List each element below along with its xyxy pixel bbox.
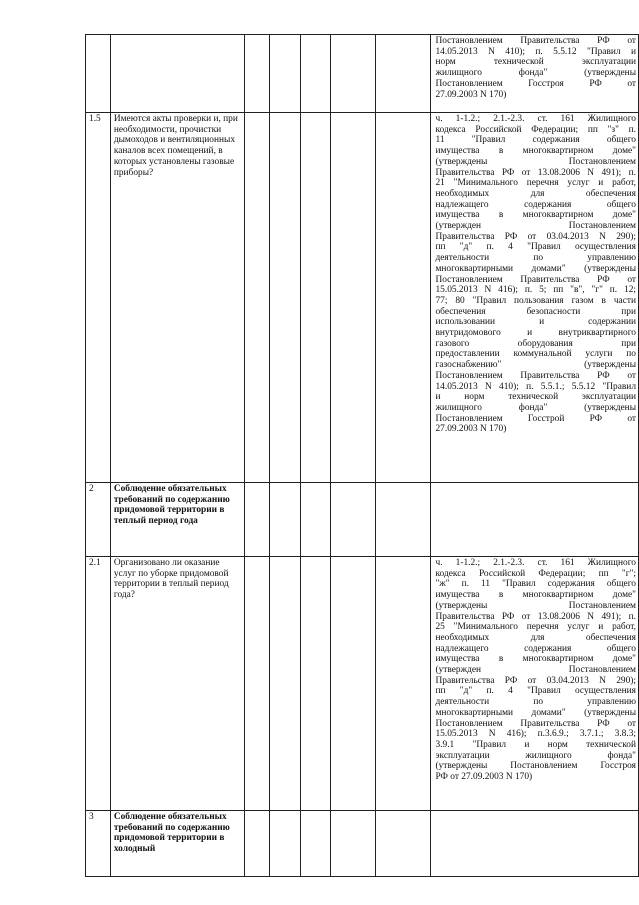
legal-reference-line: надлежащего содержания общего xyxy=(435,199,636,210)
legal-reference-line: 15.05.2013 N 416); п.3.6.9.; 3.7.1.; 3.8.3; xyxy=(435,729,636,740)
empty-cell xyxy=(331,557,376,811)
legal-reference-line: ч. 1-1.2.; 2.1.-2.3. ст. 161 Жилищного xyxy=(435,114,636,124)
empty-cell xyxy=(270,483,300,557)
row-number: 3 xyxy=(86,811,111,877)
row-number: 2 xyxy=(86,483,111,557)
legal-reference xyxy=(431,811,639,877)
empty-cell xyxy=(376,35,431,113)
legal-reference-line: имущества в многоквартирном доме" xyxy=(435,210,636,221)
legal-reference-line: пп "д" п. 4 "Правил осуществления xyxy=(435,686,636,697)
legal-reference-line: пп "д" п. 4 "Правил осуществления xyxy=(435,242,636,253)
question-text xyxy=(110,35,244,113)
legal-reference-line: внутридомового и внутриквартирного xyxy=(435,328,636,339)
question-text: Организовано ли оказание услуг по уборке придомовой территории в теплый период года? xyxy=(110,557,244,811)
empty-cell xyxy=(376,113,431,483)
legal-reference-line: эксплуатации жилищного фонда" xyxy=(435,750,636,761)
legal-reference-line: Правительства РФ от 13.08.2006 N 491); п. xyxy=(435,611,636,622)
legal-reference-line: деятельности по управлению xyxy=(435,253,636,264)
legal-reference-line: ч. 1-1.2.; 2.1.-2.3. ст. 161 Жилищного xyxy=(435,558,636,568)
legal-reference-line: норм технической эксплуатации xyxy=(435,57,636,68)
empty-cell xyxy=(300,35,330,113)
empty-cell xyxy=(331,483,376,557)
legal-reference-line: многоквартирными домами" (утверждены xyxy=(435,263,636,274)
empty-cell xyxy=(300,557,330,811)
empty-cell xyxy=(376,557,431,811)
empty-cell xyxy=(331,811,376,877)
legal-reference-line: 15.05.2013 N 416); п. 5; пп "в", "г" п. 12; xyxy=(435,285,636,296)
legal-reference-line: необходимых для обеспечения xyxy=(435,632,636,643)
empty-cell xyxy=(270,557,300,811)
empty-cell xyxy=(300,483,330,557)
legal-reference-line: Постановлением Правительства РФ от xyxy=(435,370,636,381)
legal-reference-line: 25 "Минимального перечня услуг и работ, xyxy=(435,622,636,633)
legal-reference xyxy=(431,35,639,113)
empty-cell xyxy=(331,113,376,483)
legal-reference-line: Постановлением Правительства РФ от xyxy=(435,36,636,46)
legal-reference-line: использовании и содержании xyxy=(435,317,636,328)
table-row xyxy=(86,557,639,811)
legal-reference-line: Постановлением Правительства РФ от xyxy=(435,718,636,729)
legal-reference-line: Правительства РФ от 03.04.2013 N 290); xyxy=(435,231,636,242)
legal-reference-line: газового оборудования при xyxy=(435,338,636,349)
legal-reference-line: жилищного фонда" (утверждены xyxy=(435,68,636,79)
legal-reference-line: обеспечения безопасности при xyxy=(435,306,636,317)
empty-cell xyxy=(300,811,330,877)
legal-reference-line: деятельности по управлению xyxy=(435,697,636,708)
empty-cell xyxy=(376,483,431,557)
legal-reference xyxy=(431,557,639,811)
legal-reference-line: 27.09.2003 N 170) xyxy=(435,424,507,435)
row-number xyxy=(86,35,111,113)
legal-reference-line: Постановлением Госстрой РФ от xyxy=(435,413,636,424)
legal-reference-line: имущества в многоквартирном доме" xyxy=(435,146,636,157)
row-number: 1.5 xyxy=(86,113,111,483)
legal-reference-line: необходимых для обеспечения xyxy=(435,188,636,199)
legal-reference xyxy=(431,113,639,483)
legal-reference-line: кодекса Российской Федерации; пп "г"; xyxy=(435,568,636,579)
empty-cell xyxy=(270,35,300,113)
question-text: Имеются акты проверки и, при необходимости, прочистки дымоходов и вентиляционных каналов всех помещений, в которых установлены газовые приборы? xyxy=(110,113,244,483)
legal-reference-line: жилищного фонда" (утверждены xyxy=(435,402,636,413)
legal-reference-line: 11 "Правил содержания общего xyxy=(435,135,636,146)
empty-cell xyxy=(376,811,431,877)
legal-reference-line: предоставлении коммунальной услуги по xyxy=(435,349,636,360)
table-row xyxy=(86,483,639,557)
legal-reference-line: кодекса Российской Федерации; пп "з" п. xyxy=(435,124,636,135)
legal-reference-line: (утверждены Постановлением Госстроя xyxy=(435,761,636,772)
section-heading: Соблюдение обязательных требований по содержанию придомовой территории в теплый период года xyxy=(110,483,244,557)
legal-reference-line: (утверждены Постановлением xyxy=(435,156,636,167)
table-row xyxy=(86,113,639,483)
legal-reference-line: 14.05.2013 N 410); п. 5.5.1.; 5.5.12 "Правил xyxy=(435,381,636,392)
legal-reference-line: 21 "Минимального перечня услуг и работ, xyxy=(435,178,636,189)
legal-reference-line: Правительства РФ от 13.08.2006 N 491); п. xyxy=(435,167,636,178)
legal-reference-line: имущества в многоквартирном доме" xyxy=(435,590,636,601)
legal-reference-line: 27.09.2003 N 170) xyxy=(435,89,507,100)
legal-reference-line: Постановлением Госстроя РФ от xyxy=(435,78,636,89)
table-row xyxy=(86,35,639,113)
empty-cell xyxy=(331,35,376,113)
checklist-table xyxy=(85,34,639,877)
legal-reference-line: Постановлением Правительства РФ от xyxy=(435,274,636,285)
legal-reference-line: многоквартирными домами" (утверждены xyxy=(435,707,636,718)
legal-reference-line: 3.9.1 "Правил и норм технической xyxy=(435,739,636,750)
row-number: 2.1 xyxy=(86,557,111,811)
legal-reference-line: имущества в многоквартирном доме" xyxy=(435,654,636,665)
legal-reference-line: (утверждены Постановлением xyxy=(435,600,636,611)
legal-reference-line: 14.05.2013 N 410); п. 5.5.12 "Правил и xyxy=(435,46,636,57)
empty-cell xyxy=(244,811,270,877)
empty-cell xyxy=(244,483,270,557)
legal-reference-line: газоснабжению" (утверждены xyxy=(435,360,636,371)
legal-reference xyxy=(431,483,639,557)
legal-reference-line: (утвержден Постановлением xyxy=(435,221,636,232)
empty-cell xyxy=(300,113,330,483)
empty-cell xyxy=(244,35,270,113)
legal-reference-line: Правительства РФ от 03.04.2013 N 290); xyxy=(435,675,636,686)
legal-reference-line: "ж" п. 11 "Правил содержания общего xyxy=(435,579,636,590)
legal-reference-line: (утвержден Постановлением xyxy=(435,665,636,676)
section-heading: Соблюдение обязательных требований по содержанию придомовой территории в холодный xyxy=(110,811,244,877)
empty-cell xyxy=(244,557,270,811)
legal-reference-line: и норм технической эксплуатации xyxy=(435,392,636,403)
legal-reference-line: РФ от 27.09.2003 N 170) xyxy=(435,772,533,783)
table-body xyxy=(86,35,639,877)
empty-cell xyxy=(270,113,300,483)
table-row xyxy=(86,811,639,877)
empty-cell xyxy=(270,811,300,877)
legal-reference-line: 77; 80 "Правил пользования газом в части xyxy=(435,295,636,306)
empty-cell xyxy=(244,113,270,483)
legal-reference-line: надлежащего содержания общего xyxy=(435,643,636,654)
